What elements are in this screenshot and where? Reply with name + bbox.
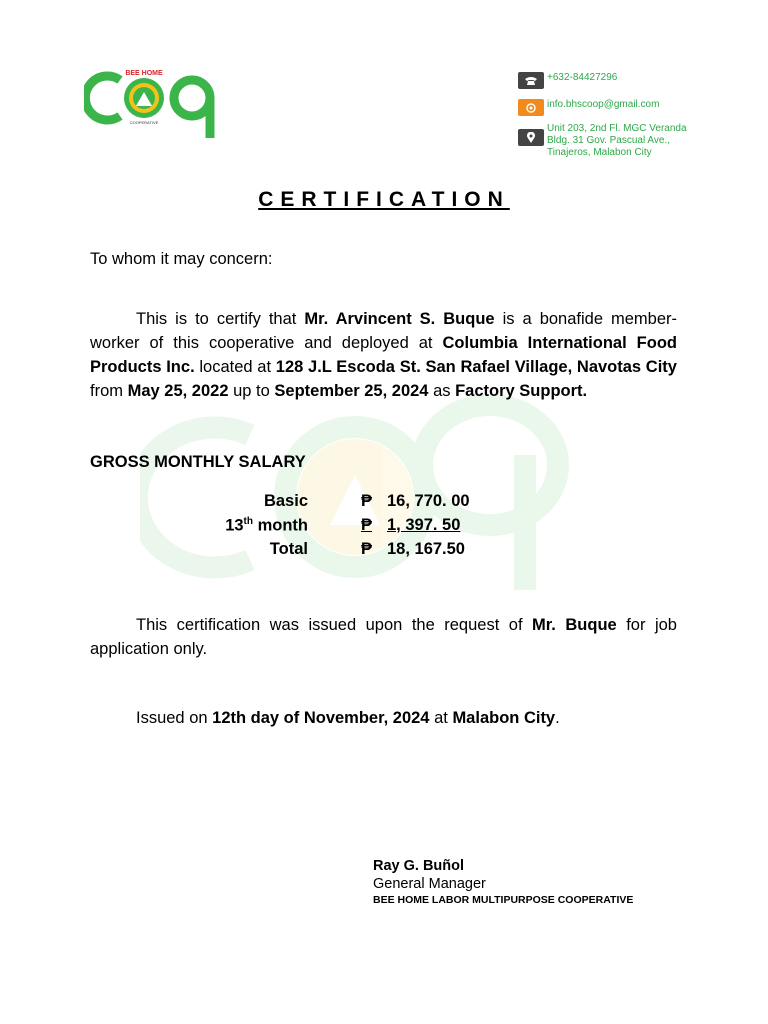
member-name: Mr. Arvincent S. Buque — [304, 310, 495, 328]
peso-sign: ₱ — [361, 516, 373, 534]
email-text: info.bhscoop@gmail.com — [547, 99, 660, 110]
company-name: Columbia International Food Products Inc. — [90, 334, 677, 376]
month13-value: 1, 397. 50 — [387, 516, 461, 534]
location-pin-icon — [518, 129, 544, 146]
issued-text: . — [555, 709, 560, 727]
salary-table — [90, 492, 570, 564]
para-text: located at — [194, 358, 276, 376]
document-title: CERTIFICATION — [258, 188, 510, 211]
end-date: September 25, 2024 — [274, 382, 429, 400]
coop-logo — [84, 66, 240, 146]
start-date: May 25, 2022 — [127, 382, 229, 400]
contact-phone — [518, 72, 617, 89]
para-text: for job application only. — [90, 616, 677, 658]
salary-row-13th-month — [90, 516, 570, 540]
signatory-organization: BEE HOME LABOR MULTIPURPOSE COOPERATIVE — [373, 894, 634, 906]
contact-email — [518, 99, 659, 116]
issued-place: Malabon City — [452, 709, 556, 727]
para-text: This is to certify that — [136, 310, 305, 328]
total-label: Total — [269, 540, 308, 558]
signatory-name: Ray G. Buñol — [373, 858, 465, 874]
issued-date: 12th day of November, 2024 — [212, 709, 430, 727]
svg-text:BEE HOME: BEE HOME — [125, 70, 163, 77]
company-address: 128 J.L Escoda St. San Rafael Village, Navotas City — [275, 358, 677, 376]
request-paragraph — [90, 613, 677, 661]
month13-label: 13th month — [225, 516, 308, 535]
total-value: 18, 167.50 — [387, 540, 465, 558]
certification-paragraph — [90, 307, 677, 403]
issued-line — [136, 706, 560, 730]
issued-text: Issued on — [136, 709, 213, 727]
para-text: This certification was issued upon the request of — [136, 616, 533, 634]
phone-text: +632-84427296 — [547, 72, 618, 83]
svg-text:COOPERATIVE: COOPERATIVE — [129, 120, 159, 125]
requester-name: Mr. Buque — [532, 616, 617, 634]
salary-row-basic — [90, 492, 570, 516]
address-text: Unit 203, 2nd Fl. MGC Veranda Bldg. 31 Gov. Pascual Ave., Tinajeros, Malabon City — [547, 123, 687, 158]
email-icon — [518, 99, 544, 116]
peso-sign: ₱ — [361, 540, 373, 558]
salary-row-total — [90, 540, 570, 564]
phone-icon — [518, 72, 544, 89]
issued-text: at — [429, 709, 453, 727]
para-text: up to — [228, 382, 275, 400]
basic-value: 16, 770. 00 — [387, 492, 470, 510]
para-text: as — [428, 382, 456, 400]
contact-address — [518, 123, 687, 159]
basic-label: Basic — [263, 492, 308, 510]
job-position: Factory Support. — [455, 382, 588, 400]
para-text: from — [90, 382, 128, 400]
salary-heading: GROSS MONTHLY SALARY — [90, 453, 306, 471]
signatory-position: General Manager — [373, 876, 486, 892]
para-text: is a bonafide member-worker of this cooperative and deployed at — [90, 310, 678, 352]
peso-sign: ₱ — [361, 492, 373, 510]
greeting: To whom it may concern: — [90, 250, 273, 268]
